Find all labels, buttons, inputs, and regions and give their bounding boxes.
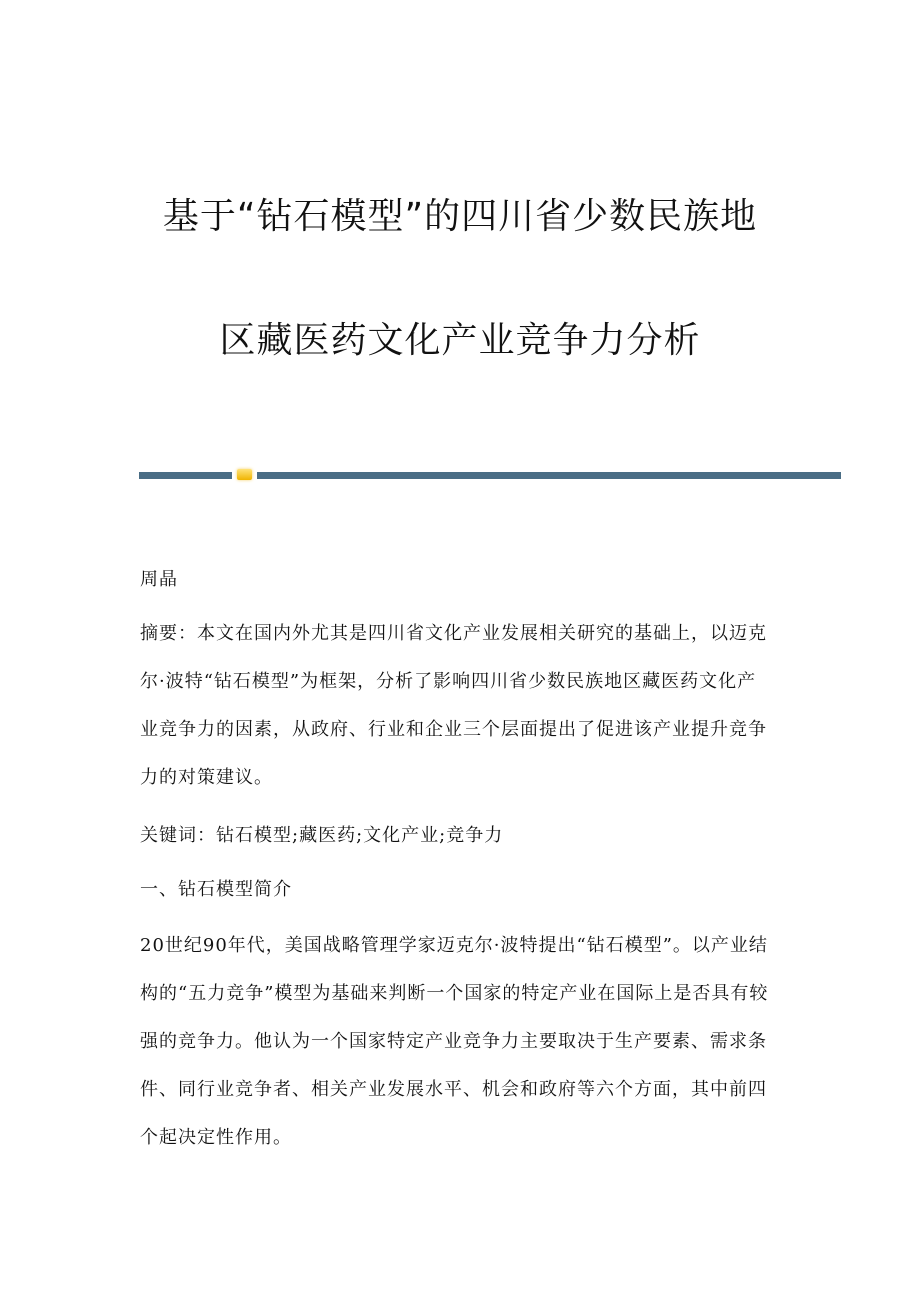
envelope-icon [237,469,252,480]
document-title-line-2: 区藏医药文化产业竞争力分析 [219,320,701,361]
abstract: 摘要：本文在国内外尤其是四川省文化产业发展相关研究的基础上，以迈克尔·波特“钻石模型”为框架，分析了影响四川省少数民族地区藏医药文化产业竞争力的因素，从政府、行业和企业三个层面提出了促进该产业提升竞争力的对策建议。 [140,623,767,788]
section-body: 20世纪90年代，美国战略管理学家迈克尔·波特提出“钻石模型”。以产业结构的“五力竞争”模型为基础来判断一个国家的特定产业在国际上是否具有较强的竞争力。他认为一个国家特定产业竞争力主要取决于生产要素、需求条件、同行业竞争者、相关产业发展水平、机会和政府等六个方面，其中前四个起决定性作用。 [140,935,769,1148]
author: 周晶 [140,569,178,590]
title-divider-right [257,472,841,479]
keywords: 关键词：钻石模型;藏医药;文化产业;竞争力 [140,825,504,846]
section-heading: 一、钻石模型简介 [140,879,292,900]
title-divider-left [139,472,232,479]
document-title-line-1: 基于“钻石模型”的四川省少数民族地 [162,196,758,237]
